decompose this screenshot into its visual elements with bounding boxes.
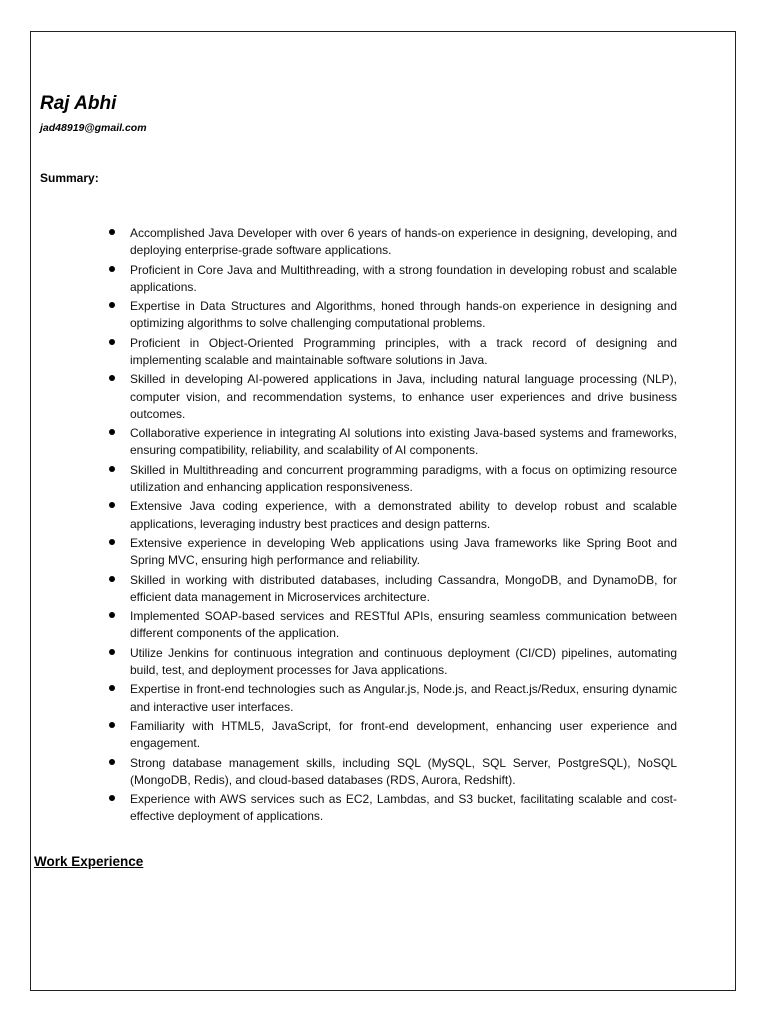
summary-item-text: Expertise in Data Structures and Algorithms, honed through hands-on experience in designing and optimizing algorithms to solve challenging computational problems. xyxy=(130,299,677,331)
candidate-email: jad48919@gmail.com xyxy=(40,122,147,134)
candidate-name: Raj Abhi xyxy=(40,93,117,114)
summary-item xyxy=(105,718,677,752)
summary-item xyxy=(105,608,677,642)
summary-item-text: Strong database management skills, including SQL (MySQL, SQL Server, PostgreSQL), NoSQL (MongoDB, Redis), and cloud-based databases (RDS, Aurora, Redshift). xyxy=(130,755,677,787)
summary-item-text: Skilled in Multithreading and concurrent programming paradigms, with a focus on optimizing resource utilization and enhancing application responsiveness. xyxy=(130,462,677,494)
work-experience-heading: Work Experience xyxy=(34,854,144,869)
summary-item-text: Skilled in working with distributed databases, including Cassandra, MongoDB, and DynamoDB, for efficient data management in Microservices architecture. xyxy=(130,572,677,604)
summary-item xyxy=(105,298,677,332)
bullet-icon xyxy=(109,302,115,308)
summary-item-text: Extensive Java coding experience, with a demonstrated ability to develop robust and scalable applications, leveraging industry best practices and design patterns. xyxy=(130,499,677,531)
bullet-icon xyxy=(109,266,115,272)
summary-item-text: Implemented SOAP-based services and RESTful APIs, ensuring seamless communication between different components of the application. xyxy=(130,609,677,641)
summary-item xyxy=(105,572,677,606)
bullet-icon xyxy=(109,576,115,582)
summary-item-text: Expertise in front-end technologies such as Angular.js, Node.js, and React.js/Redux, ensuring dynamic and interactive user interfaces. xyxy=(130,682,677,714)
summary-item-text: Extensive experience in developing Web applications using Java frameworks like Spring Boot and Spring MVC, ensuring high performance and reliability. xyxy=(130,535,677,568)
summary-item xyxy=(105,335,677,369)
summary-item xyxy=(105,262,677,296)
bullet-icon xyxy=(109,649,115,655)
summary-item-text: Skilled in developing AI-powered applications in Java, including natural language processing (NLP), computer vision, and recommendation systems, to enhance user experiences and drive business outcomes. xyxy=(130,372,677,421)
bullet-icon xyxy=(109,339,115,345)
summary-item-text: Utilize Jenkins for continuous integration and continuous deployment (CI/CD) pipelines, automating build, test, and deployment processes for Java applications. xyxy=(130,645,677,677)
summary-item xyxy=(105,225,677,259)
summary-item-text: Collaborative experience in integrating AI solutions into existing Java-based systems and frameworks, ensuring compatibility, reliability, and scalability of AI components. xyxy=(130,426,677,458)
bullet-icon xyxy=(109,429,115,435)
bullet-icon xyxy=(109,759,115,765)
bullet-icon xyxy=(109,466,115,472)
summary-item xyxy=(105,681,677,715)
summary-item-text: Proficient in Object-Oriented Programming principles, with a track record of designing and implementing scalable and maintainable software solutions in Java. xyxy=(130,335,677,367)
summary-item xyxy=(105,371,677,423)
bullet-icon xyxy=(109,612,115,618)
bullet-icon xyxy=(109,722,115,728)
bullet-icon xyxy=(109,539,115,545)
summary-item-text: Familiarity with HTML5, JavaScript, for front-end development, enhancing user experience and engagement. xyxy=(130,718,677,751)
summary-item-text: Proficient in Core Java and Multithreading, with a strong foundation in developing robust and scalable applications. xyxy=(130,262,677,294)
summary-item xyxy=(105,462,677,496)
summary-item xyxy=(105,755,677,789)
bullet-icon xyxy=(109,502,115,508)
summary-item xyxy=(105,645,677,679)
summary-item-text: Experience with AWS services such as EC2, Lambdas, and S3 bucket, facilitating scalable and cost-effective deployment of applications. xyxy=(130,792,677,824)
bullet-icon xyxy=(109,375,115,381)
summary-heading: Summary: xyxy=(40,171,99,185)
bullet-icon xyxy=(109,795,115,801)
bullet-icon xyxy=(109,685,115,691)
summary-item xyxy=(105,535,677,569)
summary-item xyxy=(105,425,677,459)
summary-item xyxy=(105,498,677,532)
bullet-icon xyxy=(109,229,115,235)
summary-list xyxy=(105,225,677,828)
summary-item xyxy=(105,791,677,825)
summary-item-text: Accomplished Java Developer with over 6 years of hands-on experience in designing, developing, and deploying enterprise-grade software applications. xyxy=(130,226,677,258)
